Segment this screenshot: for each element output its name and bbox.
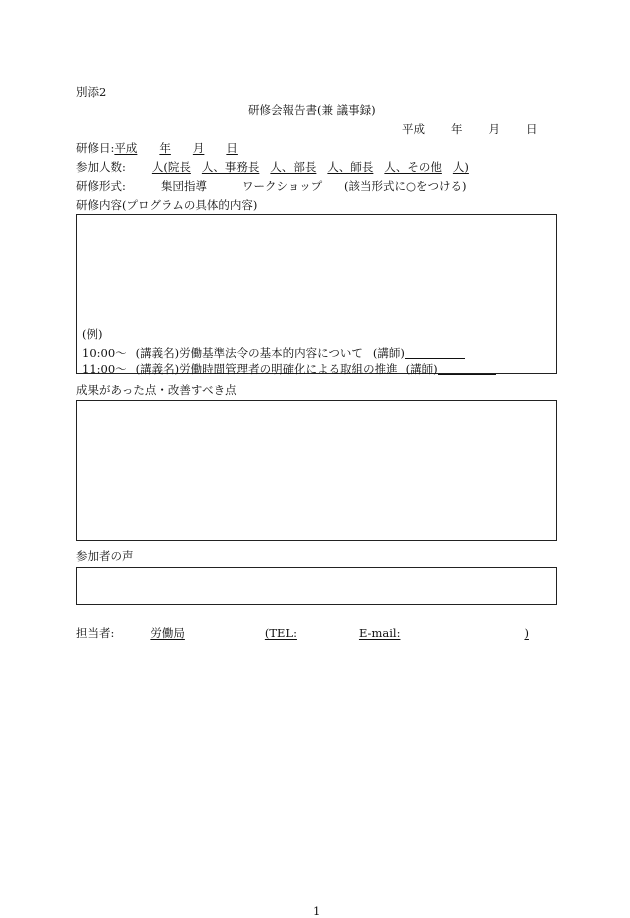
- participants-other: 人、その他: [384, 160, 442, 174]
- contact-row: [76, 628, 529, 640]
- program-row-1-lecturer-label: (講師): [372, 346, 405, 360]
- training-date-era: 平成: [114, 141, 138, 155]
- participants-manager: 人、部長: [270, 160, 317, 174]
- participants-total: 人(院長: [151, 160, 191, 174]
- page-title: 研修会報告書(兼 議事録): [248, 103, 376, 117]
- participants-row: [76, 162, 469, 174]
- format-option-workshop[interactable]: ワークショップ: [242, 179, 323, 193]
- program-row-1-text: (講義名)労働基準法令の基本的内容について: [135, 346, 363, 360]
- format-label: 研修形式:: [76, 179, 126, 193]
- date-month: 月: [488, 122, 500, 136]
- date-year: 年: [451, 122, 463, 136]
- program-content-box[interactable]: [76, 214, 557, 374]
- contact-field[interactable]: [114, 626, 255, 640]
- program-label: 研修内容(プログラムの具体的内容): [76, 198, 258, 212]
- example-label: (例): [82, 327, 103, 341]
- voices-box[interactable]: [76, 567, 557, 605]
- format-note: (該当形式に○をつける): [344, 179, 467, 193]
- training-date-day: 日: [226, 141, 238, 155]
- results-box[interactable]: [76, 400, 557, 541]
- date-day: 日: [526, 122, 538, 136]
- program-row-1-lecturer-blank[interactable]: [405, 346, 465, 359]
- contact-label: 担当者:: [76, 626, 115, 640]
- training-date-month: 月: [192, 141, 205, 155]
- contact-close: ): [524, 626, 529, 640]
- program-row-2-lecturer-label: (講師): [405, 362, 438, 376]
- contact-email-label: E-mail:: [358, 626, 401, 640]
- program-row-2-time: 11:00～: [82, 362, 127, 376]
- participants-head-nurse: 人、師長: [327, 160, 374, 174]
- program-row-1-time: 10:00～: [82, 346, 127, 360]
- training-date-field[interactable]: [114, 141, 238, 155]
- document-date: [402, 124, 538, 136]
- page-number: 1: [313, 904, 321, 918]
- contact-office: 労働局: [150, 626, 185, 640]
- training-date-row: [76, 143, 238, 155]
- participants-close: 人): [452, 160, 469, 174]
- participants-director: 人、事務長: [201, 160, 260, 174]
- training-date-label: 研修日:: [76, 141, 115, 155]
- results-label: 成果があった点・改善すべき点: [76, 383, 237, 397]
- contact-tel-email[interactable]: [265, 626, 529, 640]
- voices-label: 参加者の声: [76, 549, 134, 563]
- training-date-year: 年: [159, 141, 171, 155]
- program-row-1: [82, 346, 465, 360]
- date-era: 平成: [402, 122, 425, 136]
- program-row-2-text: (講義名)労働時間管理者の明確化による取組の推進: [135, 362, 398, 376]
- participants-field[interactable]: [126, 160, 469, 174]
- attachment-label: 別添2: [76, 85, 107, 99]
- program-row-2-lecturer-blank[interactable]: [438, 362, 496, 375]
- program-row-2: [82, 362, 496, 376]
- participants-label: 参加人数:: [76, 160, 126, 174]
- contact-tel-label: (TEL:: [264, 626, 297, 640]
- format-option-group[interactable]: 集団指導: [161, 179, 207, 193]
